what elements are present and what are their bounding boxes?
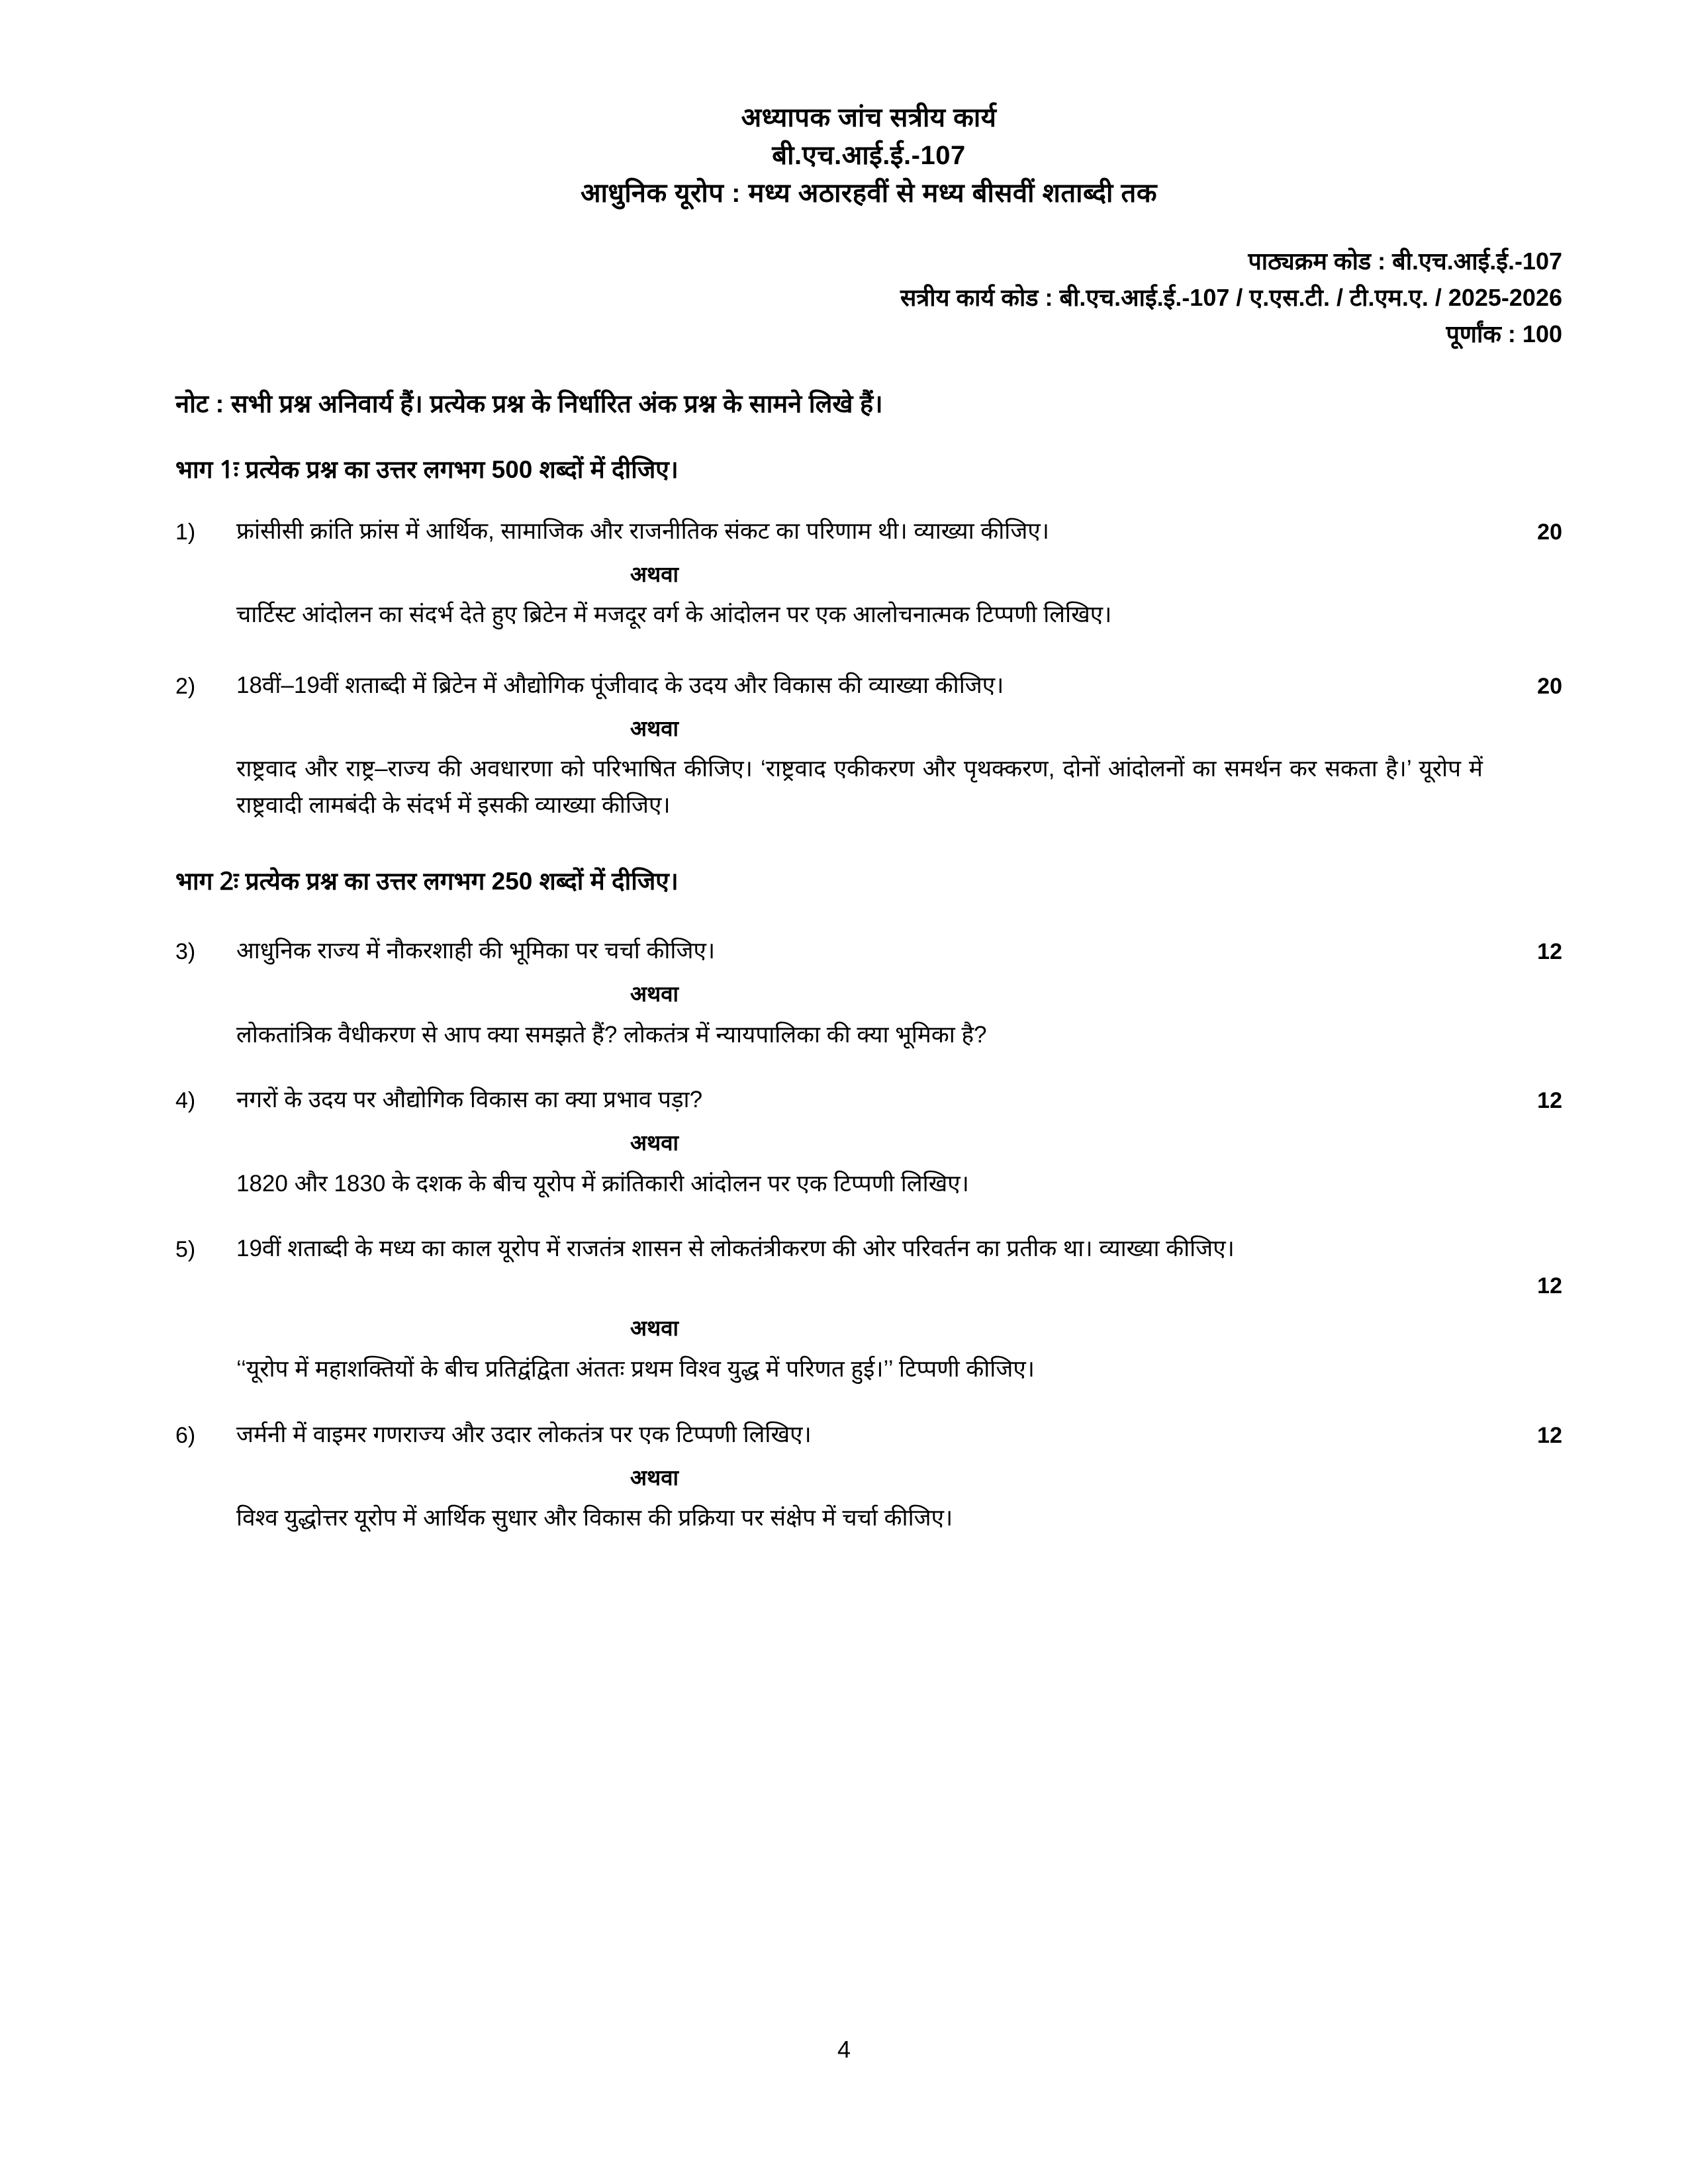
alternative-text: 1820 और 1830 के दशक के बीच यूरोप में क्रांतिकारी आंदोलन पर एक टिप्पणी लिखिए। [236,1170,969,1197]
or-label: अथवा [630,1465,679,1490]
question-row [175,668,1562,704]
question-row [175,933,1562,970]
or-label: अथवा [630,1316,679,1341]
instructions-note: नोट : सभी प्रश्न अनिवार्य हैं। प्रत्येक प्रश्न के निर्धारित अंक प्रश्न के सामने लिखे हैं। [175,390,883,418]
alternative-body [236,704,1483,824]
question-row [175,1082,1562,1118]
assignment-code-line: सत्रीय कार्य कोड : बी.एच.आई.ई.-107 / ए.एस.टी. / टी.एम.ए. / 2025-2026 [900,284,1562,312]
alternative-row [175,550,1562,633]
question-marks: 12 [1537,1273,1562,1299]
alternative-body [236,550,1483,633]
question-number-spacer [175,1453,236,1455]
question-body [236,933,1483,970]
header-line-course-title: आधुनिक यूरोप : मध्य अठारहवीं से मध्य बीसवीं शताब्दी तक [580,178,1158,208]
question-text: नगरों के उदय पर औद्योगिक विकास का क्या प्रभाव पड़ा? [236,1087,703,1113]
question-marks: 20 [1537,519,1562,545]
question-number: 4) [175,1088,196,1114]
document-header [175,99,1562,212]
alternative-body [236,1453,1483,1537]
question-number: 5) [175,1237,196,1263]
section-heading-1: भाग 1ः प्रत्येक प्रश्न का उत्तर लगभग 500 शब्दों में दीजिए। [175,455,679,483]
question-body [236,1231,1483,1267]
question-block-6 [175,1417,1562,1537]
question-block-2 [175,668,1562,824]
question-number-spacer [175,1304,236,1306]
alternative-body [236,1118,1483,1202]
question-block-5 [175,1231,1562,1387]
alternative-row [175,1304,1562,1387]
question-number-spacer [175,1118,236,1120]
alternative-text: राष्ट्रवाद और राष्ट्र–राज्य की अवधारणा को परिभाषित कीजिए। ‘राष्ट्रवाद एकीकरण और पृथक्करण, दोनों आंदोलनों का समर्थन कर सकता है।’ यूरोप में राष्ट्रवादी लामबंदी के संदर्भ में इसकी व्याख्या कीजिए। [236,756,1483,818]
question-block-3 [175,933,1562,1053]
alternative-text: ‘‘यूरोप में महाशक्तियों के बीच प्रतिद्वंद्विता अंततः प्रथम विश्व युद्ध में परिणत हुई।’’ टिप्पणी कीजिए। [236,1355,1035,1382]
question-row [175,1231,1562,1304]
total-marks-line: पूर्णांक : 100 [1446,320,1562,347]
question-body [236,1082,1483,1118]
or-label: अथवा [630,1130,679,1156]
or-label: अथवा [630,981,679,1007]
alternative-row [175,970,1562,1053]
question-marks: 12 [1537,939,1562,965]
question-row [175,1417,1562,1453]
header-line-course-code: बी.एच.आई.ई.-107 [772,140,966,170]
alternative-row [175,1118,1562,1202]
question-text: 19वीं शताब्दी के मध्य का काल यूरोप में राजतंत्र शासन से लोकतंत्रीकरण की ओर परिवर्तन का प्रतीक था। व्याख्या कीजिए। [236,1236,1235,1262]
alternative-body [236,970,1483,1053]
question-marks: 12 [1537,1088,1562,1114]
alternative-row [175,704,1562,824]
question-text: फ्रांसीसी क्रांति फ्रांस में आर्थिक, सामाजिक और राजनीतिक संकट का परिणाम थी। व्याख्या कीजिए। [236,518,1049,544]
header-line-assignment: अध्यापक जांच सत्रीय कार्य [741,103,997,132]
question-block-4 [175,1082,1562,1202]
question-text: 18वीं–19वीं शताब्दी में ब्रिटेन में औद्योगिक पूंजीवाद के उदय और विकास की व्याख्या कीजिए। [236,672,1004,698]
question-body [236,514,1483,550]
alternative-body [236,1304,1483,1387]
section-heading-2: भाग 2ः प्रत्येक प्रश्न का उत्तर लगभग 250 शब्दों में दीजिए। [175,868,679,895]
question-row [175,514,1562,550]
question-number: 2) [175,673,196,699]
question-block-1 [175,514,1562,633]
question-text: आधुनिक राज्य में नौकरशाही की भूमिका पर चर्चा कीजिए। [236,938,716,964]
question-number: 3) [175,939,196,965]
course-code-line: पाठ्यक्रम कोड : बी.एच.आई.ई.-107 [1248,248,1562,275]
alternative-text: विश्व युद्धोत्तर यूरोप में आर्थिक सुधार और विकास की प्रक्रिया पर संक्षेप में चर्चा कीजिए। [236,1505,953,1531]
page-number: 4 [837,2036,851,2063]
alternative-row [175,1453,1562,1537]
question-marks: 12 [1537,1422,1562,1448]
alternative-text: लोकतांत्रिक वैधीकरण से आप क्या समझते हैं? लोकतंत्र में न्यायपालिका की क्या भूमिका है? [236,1021,987,1048]
question-number-spacer [175,550,236,552]
or-label: अथवा [630,561,679,586]
question-number: 1) [175,519,196,545]
question-marks: 20 [1537,673,1562,699]
question-body [236,1417,1483,1453]
question-number-spacer [175,970,236,972]
question-number-spacer [175,704,236,706]
alternative-text: चार्टिस्ट आंदोलन का संदर्भ देते हुए ब्रिटेन में मजदूर वर्ग के आंदोलन पर एक आलोचनात्मक टिप्पणी लिखिए। [236,602,1112,628]
question-body [236,668,1483,704]
course-meta-block [175,244,1562,352]
question-text: जर्मनी में वाइमर गणराज्य और उदार लोकतंत्र पर एक टिप्पणी लिखिए। [236,1421,812,1447]
question-number: 6) [175,1422,196,1448]
or-label: अथवा [630,715,679,741]
